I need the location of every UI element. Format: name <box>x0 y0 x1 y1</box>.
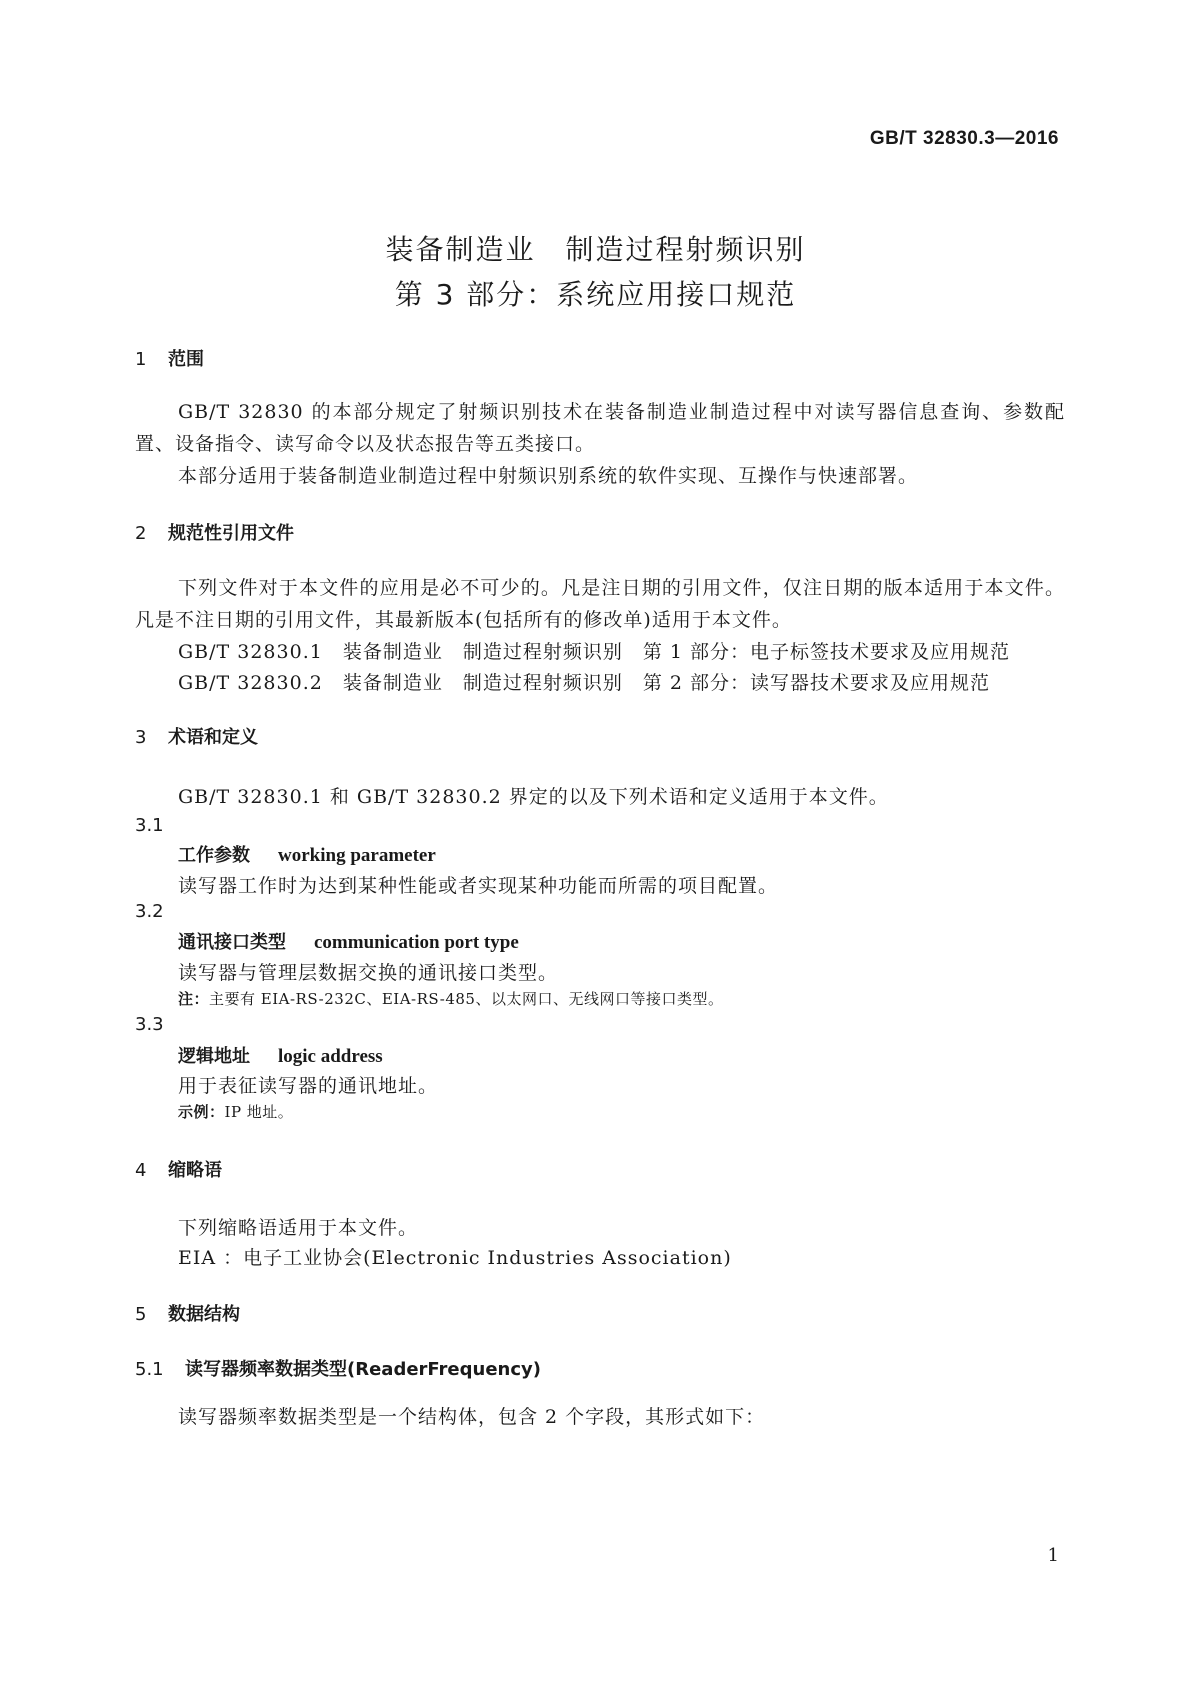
term-number: 3.3 <box>135 1014 164 1035</box>
term-heading <box>178 841 436 867</box>
section-1-paragraph-1: GB/T 32830 的本部分规定了射频识别技术在装备制造业制造过程中对读写器信息查询、参数配置、设备指令、读写命令以及状态报告等五类接口。 <box>135 401 1065 455</box>
abbreviation-entry: EIA ：电子工业协会(Electronic Industries Association) <box>178 1247 732 1269</box>
term-example <box>178 1101 293 1122</box>
page-number: 1 <box>1047 1545 1059 1566</box>
section-heading-1 <box>135 345 204 371</box>
section-heading-2 <box>135 519 294 545</box>
normative-reference: GB/T 32830.1 装备制造业 制造过程射频识别 第 1 部分：电子标签技术要求及应用规范 <box>178 641 1010 663</box>
term-en: working parameter <box>278 845 436 866</box>
section-number: 4 <box>135 1160 147 1181</box>
normative-reference: GB/T 32830.2 装备制造业 制造过程射频识别 第 2 部分：读写器技术要求及应用规范 <box>178 672 990 694</box>
term-definition: 用于表征读写器的通讯地址。 <box>178 1075 439 1097</box>
term-en: logic address <box>278 1046 383 1067</box>
section-heading-3 <box>135 723 258 749</box>
term-note <box>178 988 723 1009</box>
subsection-title: 读写器频率数据类型(ReaderFrequency) <box>185 1359 541 1380</box>
term-number: 3.2 <box>135 901 164 922</box>
note-lead: 注： <box>178 990 210 1008</box>
section-4-paragraph-1: 下列缩略语适用于本文件。 <box>178 1217 419 1239</box>
example-lead: 示例： <box>178 1103 225 1121</box>
section-number: 1 <box>135 349 147 370</box>
section-title: 缩略语 <box>168 1160 222 1181</box>
section-number: 2 <box>135 523 147 544</box>
section-title: 数据结构 <box>168 1304 240 1325</box>
document-title-line2: 第 3 部分：系统应用接口规范 <box>394 278 797 311</box>
document-title-line1: 装备制造业 制造过程射频识别 <box>385 233 806 266</box>
section-title: 范围 <box>168 349 204 370</box>
term-number: 3.1 <box>135 815 164 836</box>
section-title: 术语和定义 <box>168 727 258 748</box>
subsection-heading-5-1 <box>135 1355 541 1381</box>
term-zh: 通讯接口类型 <box>178 932 286 953</box>
standard-number: GB/T 32830.3—2016 <box>869 128 1059 149</box>
term-heading <box>178 928 519 954</box>
section-heading-5 <box>135 1300 240 1326</box>
section-3-paragraph-1: GB/T 32830.1 和 GB/T 32830.2 界定的以及下列术语和定义适用于本文件。 <box>178 786 889 808</box>
section-heading-4 <box>135 1156 222 1182</box>
section-2-paragraph-1: 下列文件对于本文件的应用是必不可少的。凡是注日期的引用文件，仅注日期的版本适用于本文件。凡是不注日期的引用文件，其最新版本(包括所有的修改单)适用于本文件。 <box>135 577 1065 631</box>
section-number: 5 <box>135 1304 147 1325</box>
term-heading <box>178 1042 383 1068</box>
section-title: 规范性引用文件 <box>168 523 294 544</box>
term-definition: 读写器与管理层数据交换的通讯接口类型。 <box>178 962 559 984</box>
term-definition: 读写器工作时为达到某种性能或者实现某种功能而所需的项目配置。 <box>178 875 779 897</box>
section-number: 3 <box>135 727 147 748</box>
section-5-1-paragraph-1: 读写器频率数据类型是一个结构体，包含 2 个字段，其形式如下： <box>178 1406 766 1428</box>
term-zh: 逻辑地址 <box>178 1046 250 1067</box>
example-text: IP 地址。 <box>224 1103 294 1121</box>
term-zh: 工作参数 <box>178 845 250 866</box>
note-text: 主要有 EIA-RS-232C、EIA-RS-485、以太网口、无线网口等接口类型。 <box>209 990 724 1008</box>
section-1-paragraph-2: 本部分适用于装备制造业制造过程中射频识别系统的软件实现、互操作与快速部署。 <box>178 465 919 487</box>
subsection-number: 5.1 <box>135 1359 164 1380</box>
term-en: communication port type <box>314 932 519 953</box>
